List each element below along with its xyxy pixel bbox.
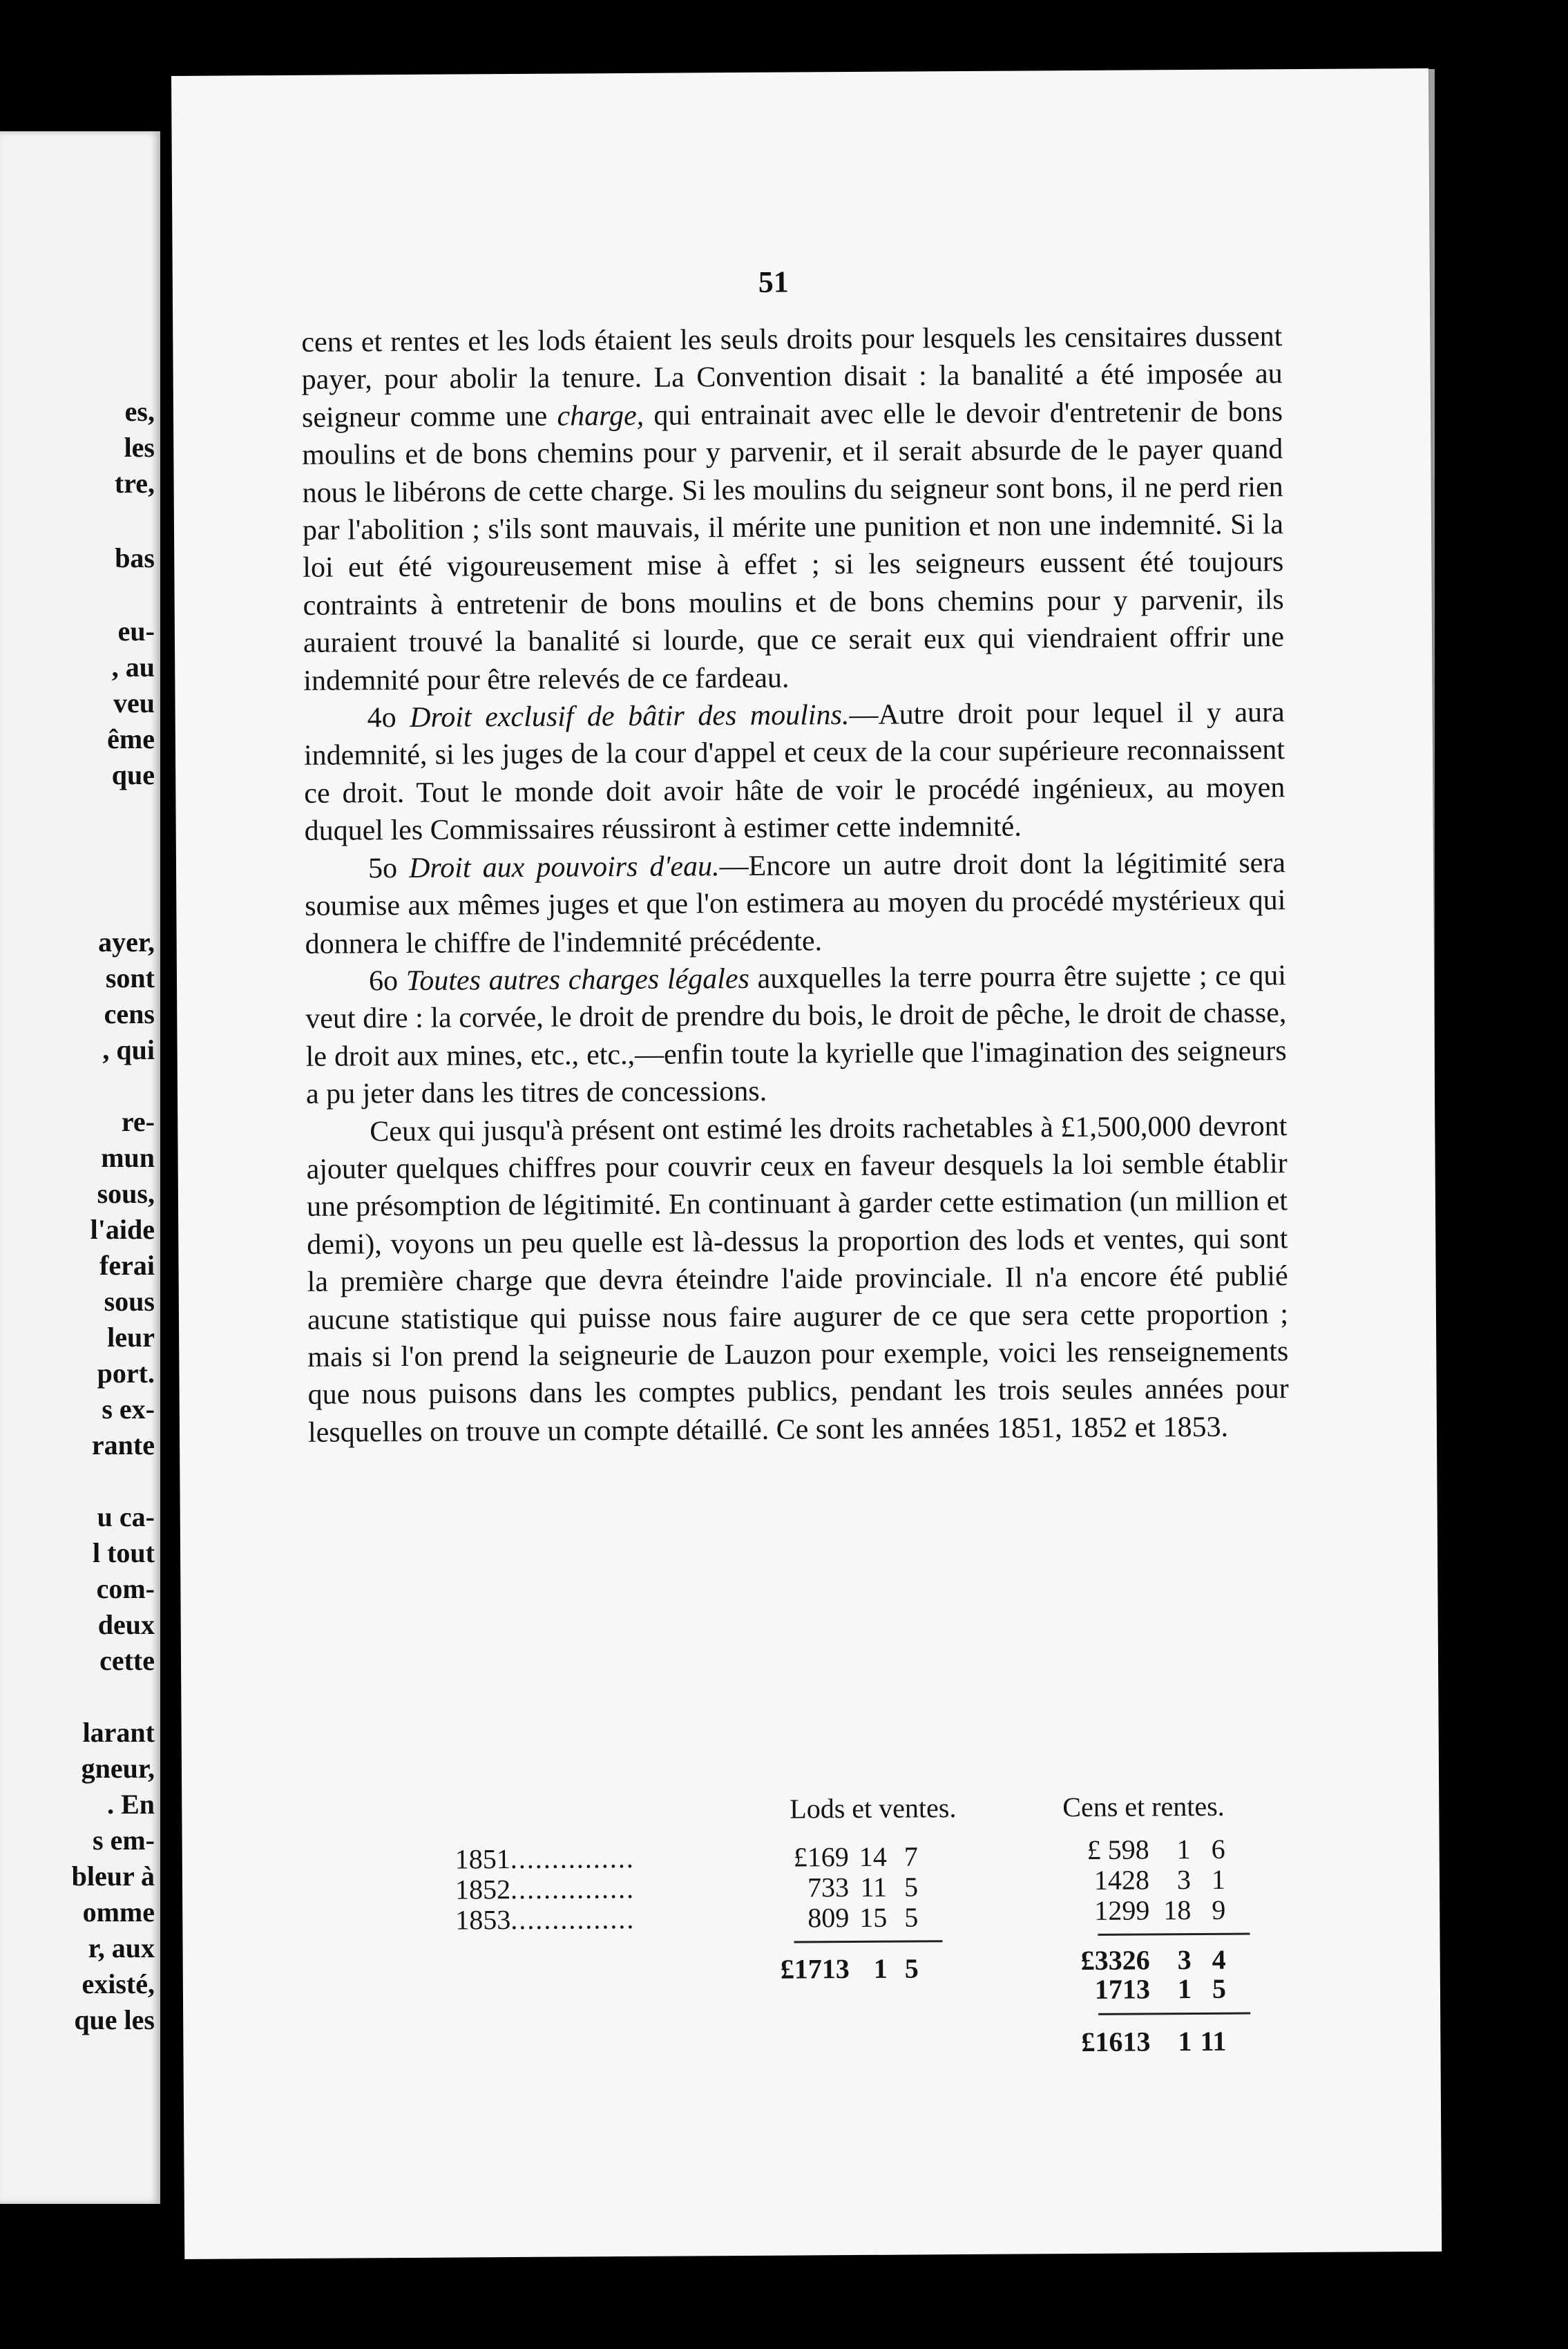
paragraph-banalite: cens et rentes et les lods étaient les seuls droits pour lesquels les censitaires dussent payer, pour abolir la tenure. La Convention disait : la banalité a été imposée au seigneur comme une charge, qui entrainait avec elle le devoir d'entretenir de bons moulins et de bons chemins pour y parvenir, et il serait absurde de le payer quand nous le libérons de cette charge. Si les moulins du seigneur sont bons, il ne perd rien par l'abolition ; s'ils sont mauvais, il mérite une punition et non une indemnité. Si la loi eut été vigoureusement mise à effet ; si les seigneurs eussent été toujours contraints à entretenir de bons moulins et de bons chemins pour y parvenir, ils auraient trouvé la banalité si lourde, que ce serait eux qui viendraient offrir une indemnité pour être relevés de ce fardeau. [301,321,1285,697]
cens-shillings: 1 [1176,1834,1191,1865]
book-page [171,68,1442,2259]
facing-page-fragment: veu [113,687,155,719]
lods-header: Lods et ventes. [790,1792,957,1825]
lods-shillings: 11 [860,1871,888,1903]
year-row: 1852............... [455,1872,635,1905]
cens-pence: 9 [1212,1894,1226,1925]
facing-page-fragment: , au [111,652,155,683]
facing-page-fragment: sont [105,962,155,993]
lods-total-pounds: £1713 [780,1953,850,1985]
facing-page-fragment: mun [101,1142,155,1173]
cens-pence: 6 [1211,1833,1225,1865]
cens-minus-pence: 5 [1212,1972,1227,2004]
cens-total-shillings: 3 [1177,1944,1192,1976]
cens-pounds: 1299 [1094,1894,1150,1926]
facing-page-fragment: larant [82,1717,155,1748]
paragraph-droit-moulins: 4o Droit exclusif de bâtir des moulins.—Autre droit pour lequel il y aura indemnité, si les juges de la cour d'appel et ceux de la cour supérieure reconnaissent ce droit. Tout le monde doit avoir hâte de voir le procédé ingénieux, au moyen duquel les Commissaires réussiront à estimer cette indemnité. [303,696,1285,848]
facing-page-fragment: sous [104,1286,155,1317]
cens-diff-shillings: 1 [1178,2026,1192,2057]
facing-page-fragment: leur [107,1322,155,1353]
lods-pence: 7 [903,1841,918,1872]
lods-pence: 5 [903,1871,919,1903]
cens-minus-pounds: 1713 [1094,1973,1151,2005]
facing-page-fragment: cette [99,1645,155,1676]
facing-page-fragment: ême [107,723,155,754]
year-row: 1853............... [455,1903,635,1936]
facing-page-fragment: port. [97,1358,155,1389]
cens-total-pounds: £3326 [1080,1944,1150,1977]
accounts-table [306,1789,1289,2086]
facing-page-fragment: omme [82,1896,155,1928]
paragraph-charges-legales: 6o Toutes autres charges légales auxquelles la terre pourra être sujette ; ce qui veut dire : la corvée, le droit de prendre du bois, le droit de pêche, le droit de chasse, le droit aux mines, etc., etc.,—enfin toute la kyrielle que l'imagination des seigneurs a pu jeter dans les titres de concessions. [305,960,1287,1110]
facing-page-fragment: que [111,759,155,790]
cens-shillings: 18 [1163,1894,1192,1926]
facing-page-fragment: tre, [114,468,155,499]
facing-page-fragment: r, aux [88,1932,155,1963]
cens-pounds: 1428 [1093,1864,1150,1896]
lods-shillings: 14 [859,1841,887,1872]
facing-page-fragment: com- [96,1573,155,1604]
cens-diff-pounds: £1613 [1081,2026,1151,2058]
facing-page-fragment: les [124,432,155,463]
facing-page [0,131,160,2204]
lods-total-shillings: 1 [873,1952,888,1984]
cens-diff-pence: 11 [1200,2025,1227,2057]
facing-page-fragment: , qui [102,1034,155,1065]
facing-page-fragment: re- [121,1106,155,1137]
facing-page-fragment: bas [115,542,155,573]
facing-page-fragment: s em- [93,1825,155,1856]
facing-page-fragment: . En [107,1789,155,1820]
facing-page-fragment: sous, [97,1178,155,1209]
body-text [301,318,1289,1452]
facing-page-fragment: gneur, [81,1753,155,1784]
lods-total-pence: 5 [904,1952,919,1984]
facing-page-fragment: rante [91,1429,155,1461]
facing-page-fragment: bleur à [71,1861,155,1892]
facing-page-fragment: eu- [117,616,155,647]
facing-page-fragment: cens [104,998,155,1029]
lods-pounds: £169 [793,1841,849,1873]
facing-page-fragment: ayer, [98,926,155,958]
lods-pounds: 733 [807,1872,850,1903]
facing-page-fragment: deux [97,1609,155,1640]
cens-minus-shillings: 1 [1177,1973,1192,2005]
cens-sum-rule [1098,1933,1250,1936]
facing-page-fragment: l tout [93,1537,155,1568]
lods-sum-rule [794,1940,943,1943]
lods-pounds: 809 [807,1902,850,1934]
cens-diff-rule [1098,2013,1250,2015]
page-number: 51 [758,265,789,299]
paragraph-estimation: Ceux qui jusqu'à présent ont estimé les droits rachetables à £1,500,000 devront ajouter quelques chiffres pour couvrir ceux en faveur desquels la loi semble établir une présomption de légitimité. En continuant à garder cette estimation (un million et demi), voyons un peu quelle est là-dessus la proportion des lods et ventes, qui sont la première charge que devra éteindre l'aide provinciale. Il n'a encore été publié aucune statistique qui puisse nous faire augurer de ce que sera cette proportion ; mais si l'on prend la seigneurie de Lauzon pour exemple, voici les renseignements que nous puisons dans les comptes publics, pendant les trois seules années pour lesquelles on trouve un compte détaillé. Ce sont les années 1851, 1852 et 1853. [306,1110,1289,1449]
cens-total-pence: 4 [1212,1943,1226,1975]
cens-pence: 1 [1211,1863,1226,1895]
year-row: 1851............... [455,1842,635,1875]
paragraph-pouvoirs-eau: 5o Droit aux pouvoirs d'eau.—Encore un autre droit dont la légitimité sera soumise aux mêmes juges et que l'on estimera au moyen du procédé mystérieux qui donnera le chiffre de l'indemnité précédente. [305,846,1286,960]
lods-pence: 5 [904,1901,919,1933]
lods-shillings: 15 [859,1901,888,1933]
cens-shillings: 3 [1176,1864,1192,1896]
facing-page-fragment: es, [124,396,155,427]
cens-header: Cens et rentes. [1062,1790,1225,1823]
facing-page-fragment: l'aide [90,1214,155,1245]
cens-pounds: £ 598 [1087,1834,1149,1865]
facing-page-fragment: s ex- [102,1394,155,1425]
facing-page-fragment: ferai [99,1250,155,1281]
facing-page-fragment: que les [74,2004,155,2035]
facing-page-fragment: u ca- [97,1501,155,1532]
facing-page-fragment: existé, [82,1968,155,1999]
